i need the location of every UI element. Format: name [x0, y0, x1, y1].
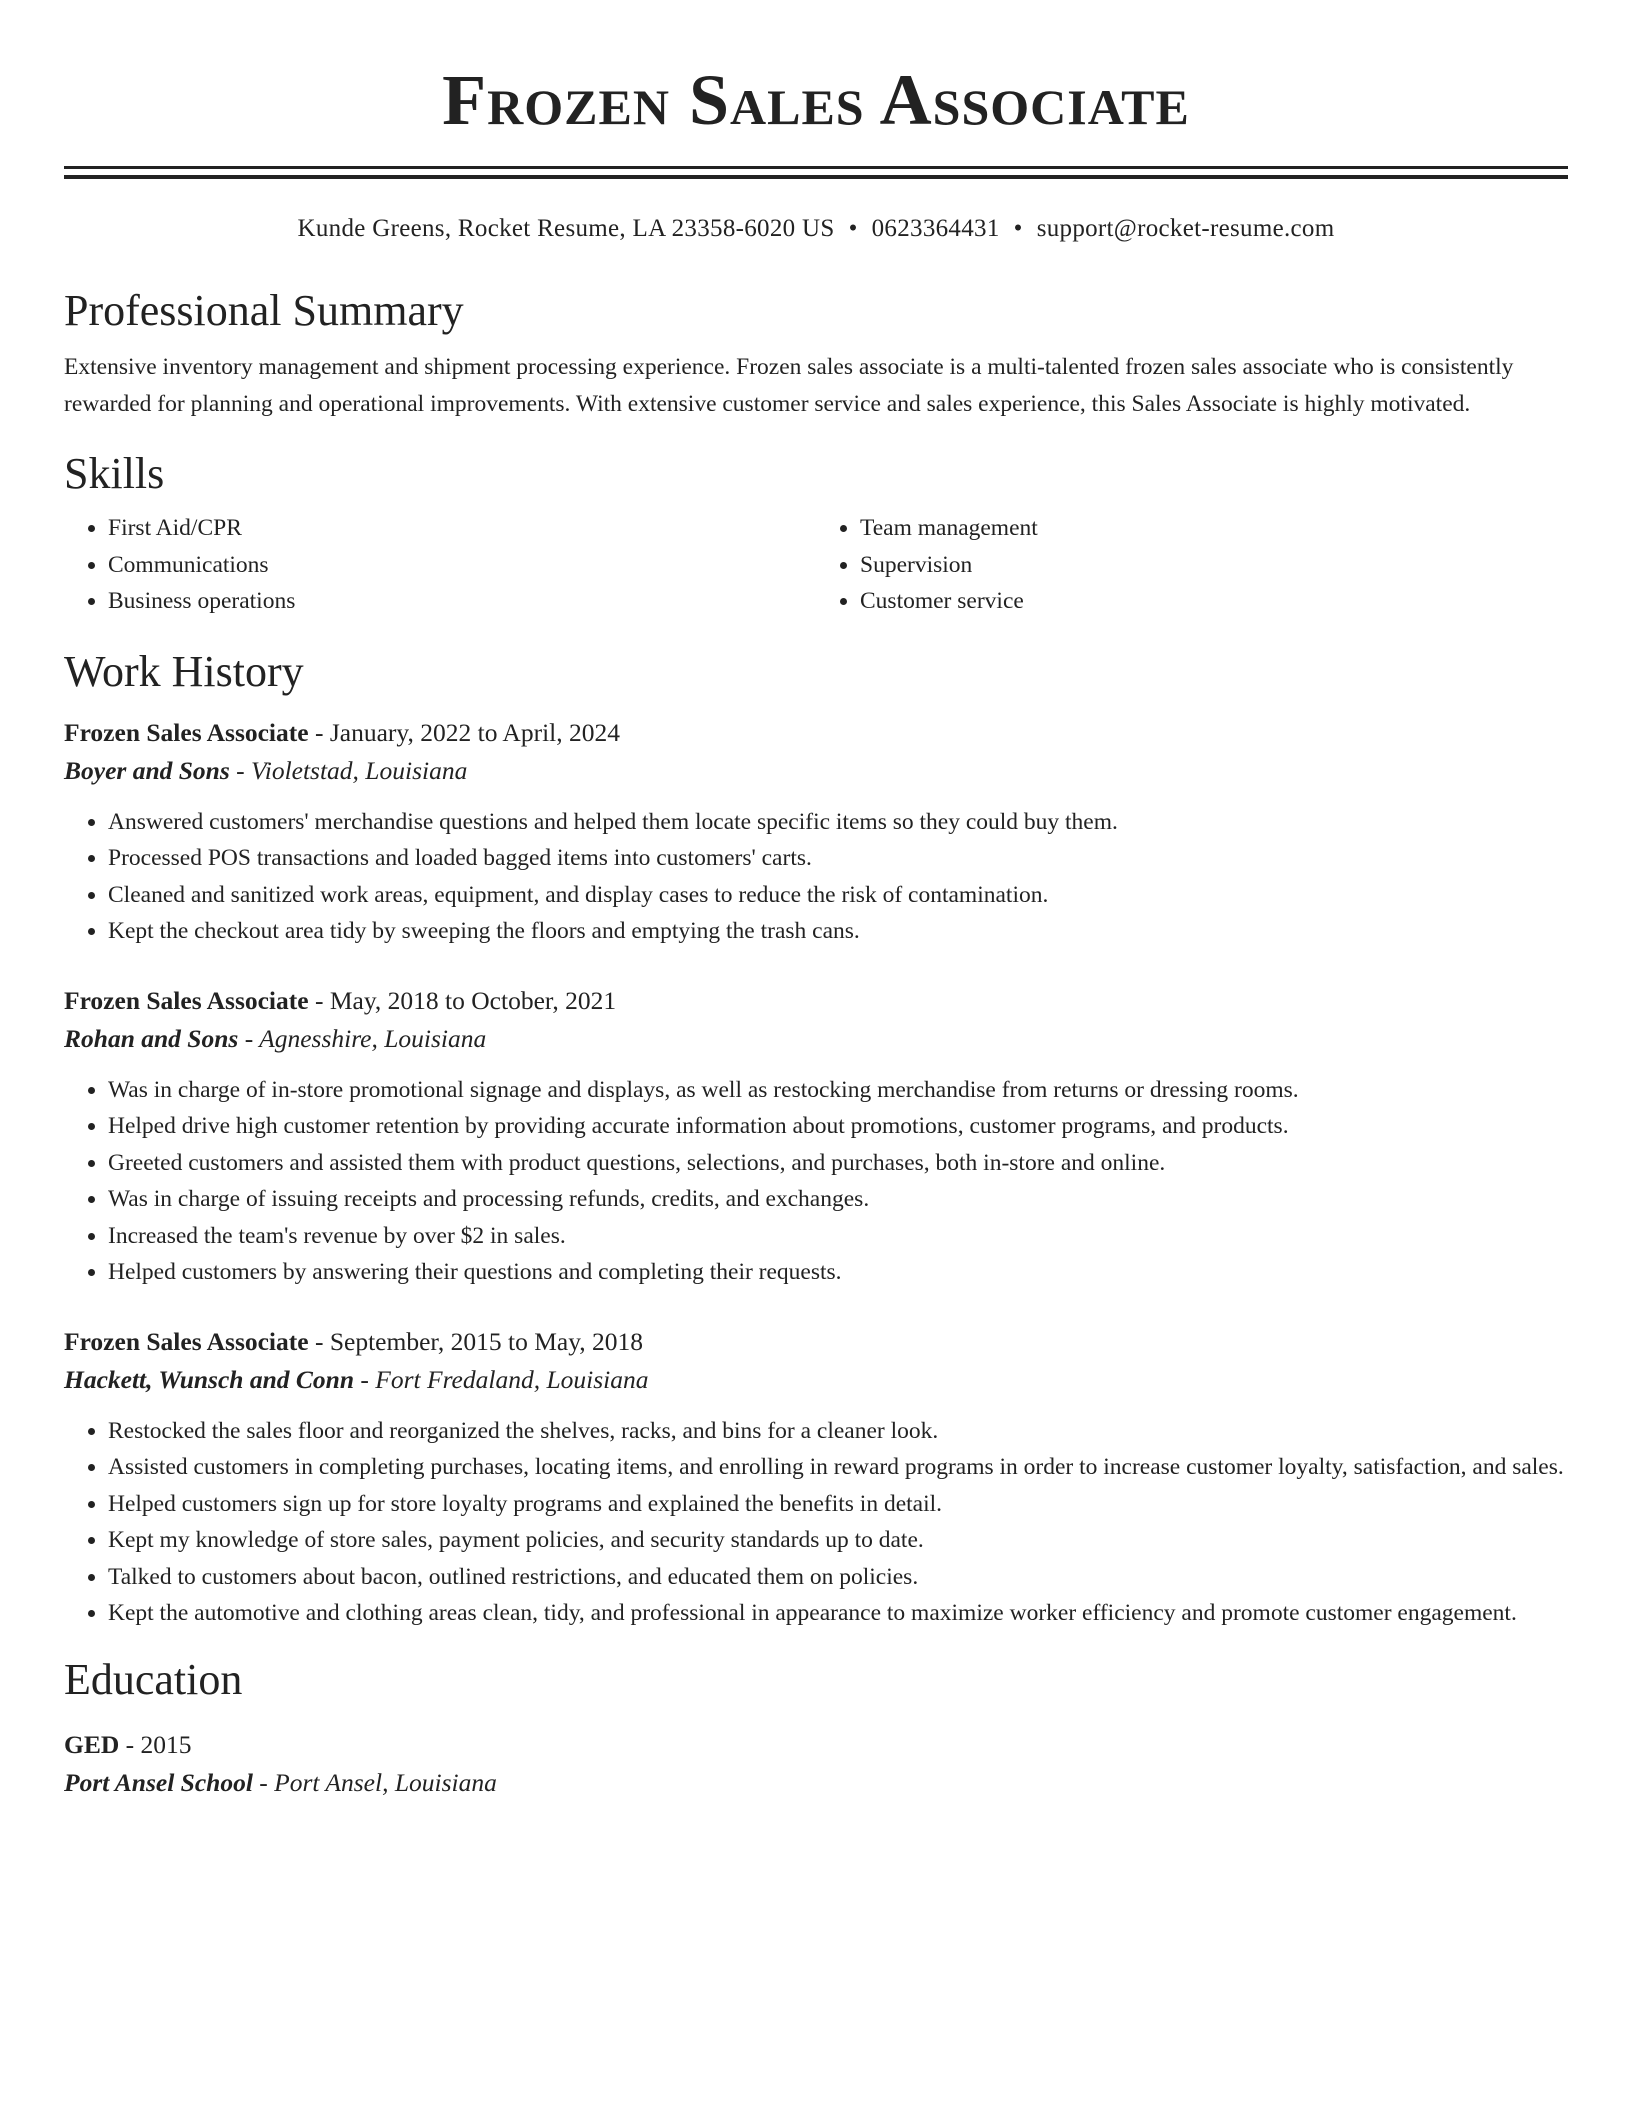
contact-line — [64, 213, 1568, 245]
skills-column-right — [816, 510, 1568, 620]
job-duty: • Answered customers' merchandise questions and helped them locate specific items so they could buy them. — [108, 804, 1568, 841]
skills-heading: Skills — [64, 449, 165, 498]
job-company-line: Rohan and Sons - Agnesshire, Louisiana — [64, 1023, 487, 1053]
skill-item: • Customer service — [860, 583, 1568, 620]
skill-item: • Supervision — [860, 547, 1568, 584]
skill-item: • Team management — [860, 510, 1568, 547]
header-divider-bottom — [64, 175, 1568, 179]
skill-item: • First Aid/CPR — [108, 510, 816, 547]
job-duty: • Kept the checkout area tidy by sweeping the floors and emptying the trash cans. — [108, 913, 1568, 950]
job-duty: • Was in charge of issuing receipts and processing refunds, credits, and exchanges. — [108, 1181, 1568, 1218]
education-location: Port Ansel, Louisiana — [274, 1767, 497, 1797]
job-duty: • Kept my knowledge of store sales, payment policies, and security standards up to date. — [108, 1522, 1568, 1559]
skills-list — [64, 510, 1568, 620]
job-title-line: Frozen Sales Associate - September, 2015 to May, 2018 — [64, 1326, 644, 1356]
education-degree-line: GED - 2015 — [64, 1729, 192, 1759]
job-title-line: Frozen Sales Associate - May, 2018 to October, 2021 — [64, 985, 617, 1015]
job-role: Frozen Sales Associate — [64, 1326, 309, 1356]
contact-separator: • — [1013, 215, 1023, 242]
job-company: Boyer and Sons — [64, 755, 230, 785]
candidate-name: Frozen Sales Associate — [442, 60, 1190, 140]
summary-heading: Professional Summary — [64, 286, 464, 335]
education-school: Port Ansel School — [64, 1767, 253, 1797]
job-entry — [64, 982, 1568, 1291]
skill-item: • Business operations — [108, 583, 816, 620]
job-company: Hackett, Wunsch and Conn — [64, 1364, 355, 1394]
job-title-line: Frozen Sales Associate - January, 2022 to April, 2024 — [64, 717, 620, 747]
job-company-line: Boyer and Sons - Violetstad, Louisiana — [64, 755, 468, 785]
job-location: Violetstad, Louisiana — [251, 755, 468, 785]
contact-email: support@rocket-resume.com — [1036, 215, 1335, 242]
job-role: Frozen Sales Associate — [64, 717, 309, 747]
job-location: Agnesshire, Louisiana — [259, 1023, 487, 1053]
job-role: Frozen Sales Associate — [64, 985, 309, 1015]
job-dates: January, 2022 to April, 2024 — [329, 717, 620, 747]
contact-phone: 0623364431 — [871, 215, 1000, 242]
education-entry — [64, 1726, 1568, 1802]
job-duty: • Cleaned and sanitized work areas, equipment, and display cases to reduce the risk of contamination. — [108, 877, 1568, 914]
summary-text: Extensive inventory management and shipment processing experience. Frozen sales associate is a multi-talented frozen sales associate who is consistently rewarded for planning and operational improvements. With extensive customer service and sales experience, this Sales Associate is highly motivated. — [64, 354, 1514, 417]
job-duties — [64, 804, 1568, 950]
job-duty: • Helped customers sign up for store loyalty programs and explained the benefits in detail. — [108, 1486, 1568, 1523]
education-heading: Education — [64, 1654, 243, 1704]
skill-item: • Communications — [108, 547, 816, 584]
job-dates: September, 2015 to May, 2018 — [329, 1326, 644, 1356]
job-dates: May, 2018 to October, 2021 — [329, 985, 617, 1015]
education-year: 2015 — [140, 1729, 192, 1759]
skills-column-left — [64, 510, 816, 620]
job-duty: • Helped customers by answering their questions and completing their requests. — [108, 1254, 1568, 1291]
job-duty: • Increased the team's revenue by over $2 in sales. — [108, 1218, 1568, 1255]
job-location: Fort Fredaland, Louisiana — [375, 1364, 649, 1394]
job-duty: • Was in charge of in-store promotional signage and displays, as well as restocking merchandise from returns or dressing rooms. — [108, 1072, 1568, 1109]
job-duties — [64, 1413, 1568, 1632]
contact-address: Kunde Greens, Rocket Resume, LA 23358-6020 US — [297, 215, 835, 242]
job-company-line: Hackett, Wunsch and Conn - Fort Fredaland, Louisiana — [64, 1364, 649, 1394]
job-duty: • Processed POS transactions and loaded bagged items into customers' carts. — [108, 840, 1568, 877]
header-divider-top — [64, 166, 1568, 169]
job-duty: • Greeted customers and assisted them with product questions, selections, and purchases, both in-store and online. — [108, 1145, 1568, 1182]
job-duty: • Assisted customers in completing purchases, locating items, and enrolling in reward programs in order to increase customer loyalty, satisfaction, and sales. — [108, 1449, 1568, 1486]
job-duty: • Restocked the sales floor and reorganized the shelves, racks, and bins for a cleaner look. — [108, 1413, 1568, 1450]
education-degree: GED — [64, 1729, 120, 1759]
contact-separator: • — [848, 215, 858, 242]
job-entry — [64, 714, 1568, 950]
job-company: Rohan and Sons — [64, 1023, 239, 1053]
education-school-line: Port Ansel School - Port Ansel, Louisiana — [64, 1767, 497, 1797]
job-duties — [64, 1072, 1568, 1291]
job-duty: • Talked to customers about bacon, outlined restrictions, and educated them on policies. — [108, 1559, 1568, 1596]
job-duty: • Helped drive high customer retention by providing accurate information about promotions, customer programs, and products. — [108, 1108, 1568, 1145]
job-duty: • Kept the automotive and clothing areas clean, tidy, and professional in appearance to maximize worker efficiency and promote customer engagement. — [108, 1595, 1568, 1632]
work-history-heading: Work History — [64, 646, 304, 696]
job-entry — [64, 1323, 1568, 1632]
